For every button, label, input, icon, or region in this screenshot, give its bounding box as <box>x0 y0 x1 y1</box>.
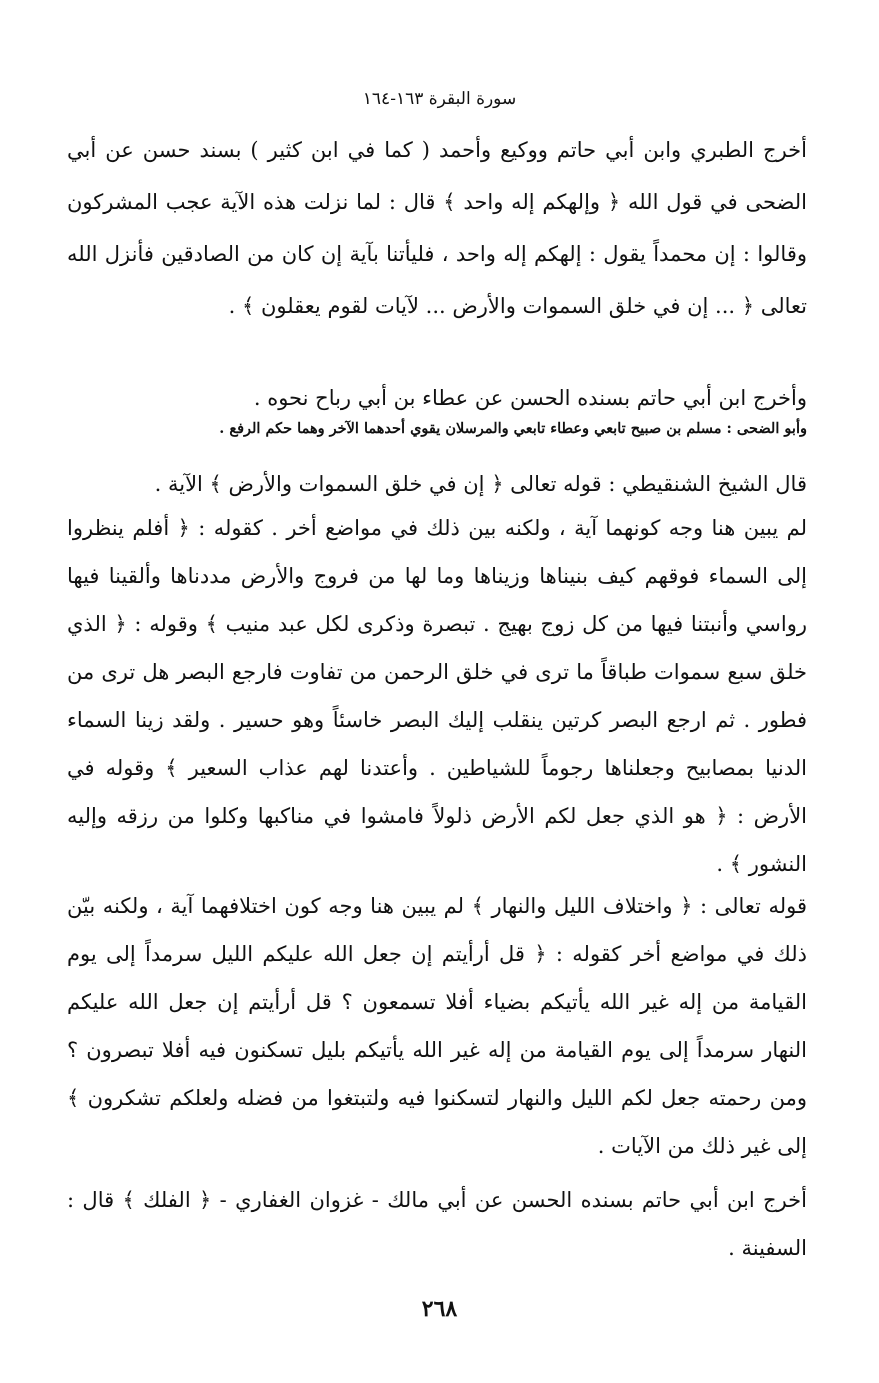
paragraph-shanqiti-intro <box>67 458 807 510</box>
paragraph-shanqiti-explanation <box>67 504 807 888</box>
paragraph-text: لم يبين هنا وجه كونهما آية ، ولكنه بين ذلك في مواضع أخر . كقوله : ﴿ أفلم ينظروا إلى السماء فوقهم كيف بنيناها وزيناها وما لها من فروج والأرض مددناها وألقينا فيها رواسي وأنبتنا فيها من كل زوج بهيج . تبصرة وذكرى لكل عبد منيب ﴾ وقوله : ﴿ الذي خلق سبع سموات طباقاً ما ترى في خلق الرحمن من تفاوت فارجع البصر هل ترى من فطور . ثم ارجع البصر كرتين ينقلب إليك البصر خاسئاً وهو حسير . ولقد زينا السماء الدنيا بمصابيح وجعلناها رجوماً للشياطين . وأعتدنا لهم عذاب السعير ﴾ وقوله في الأرض : ﴿ هو الذي جعل لكم الأرض ذلولاً فامشوا في مناكبها وكلوا من رزقه وإليه النشور ﴾ . <box>67 516 807 876</box>
note-text: وأبو الضحى : مسلم بن صبيح تابعي وعطاء تابعي والمرسلان يقوي أحدهما الآخر وهما حكم الرفع . <box>219 420 807 437</box>
paragraph-text: قوله تعالى : ﴿ واختلاف الليل والنهار ﴾ لم يبين هنا وجه كون اختلافهما آية ، ولكنه بيّن ذلك في مواضع أخر كقوله : ﴿ قل أرأيتم إن جعل الله عليكم الليل سرمداً إلى يوم القيامة من إله غير الله يأتيكم بضياء أفلا تسمعون ؟ قل أرأيتم إن جعل الله عليكم النهار سرمداً إلى يوم القيامة من إله غير الله يأتيكم بليل تسكنون فيه أفلا تبصرون ؟ ومن رحمته جعل لكم الليل والنهار لتسكنوا فيه ولتبتغوا من فضله ولعلكم تشكرون ﴾ إلى غير ذلك من الآيات . <box>67 894 808 1158</box>
page-header: سورة البقرة ١٦٣-١٦٤ <box>362 89 517 109</box>
page-number: ٢٦٨ <box>421 1296 458 1322</box>
paragraph-text: وأخرج ابن أبي حاتم بسنده الحسن عن عطاء بن أبي رباح نحوه . <box>253 386 807 410</box>
paragraph-ibn-abi-hatim-ata <box>67 372 807 424</box>
paragraph-tabari-narration <box>67 124 807 332</box>
paragraph-falak <box>67 1176 807 1272</box>
paragraph-night-day <box>67 882 807 1170</box>
paragraph-text: أخرج الطبري وابن أبي حاتم ووكيع وأحمد ( كما في ابن كثير ) بسند حسن عن أبي الضحى في قول الله ﴿ وإلهكم إله واحد ﴾ قال : لما نزلت هذه الآية عجب المشركون وقالوا : إن محمداً يقول : إلهكم إله واحد ، فليأتنا بآية إن كان من الصادقين فأنزل الله تعالى ﴿ ... إن في خلق السموات والأرض ... لآيات لقوم يعقلون ﴾ . <box>67 138 807 318</box>
sanad-note <box>67 418 807 440</box>
paragraph-text: أخرج ابن أبي حاتم بسنده الحسن عن أبي مالك - غزوان الغفاري - ﴿ الفلك ﴾ قال : السفينة . <box>67 1188 807 1260</box>
paragraph-text: قال الشيخ الشنقيطي : قوله تعالى ﴿ إن في خلق السموات والأرض ﴾ الآية . <box>154 472 807 496</box>
